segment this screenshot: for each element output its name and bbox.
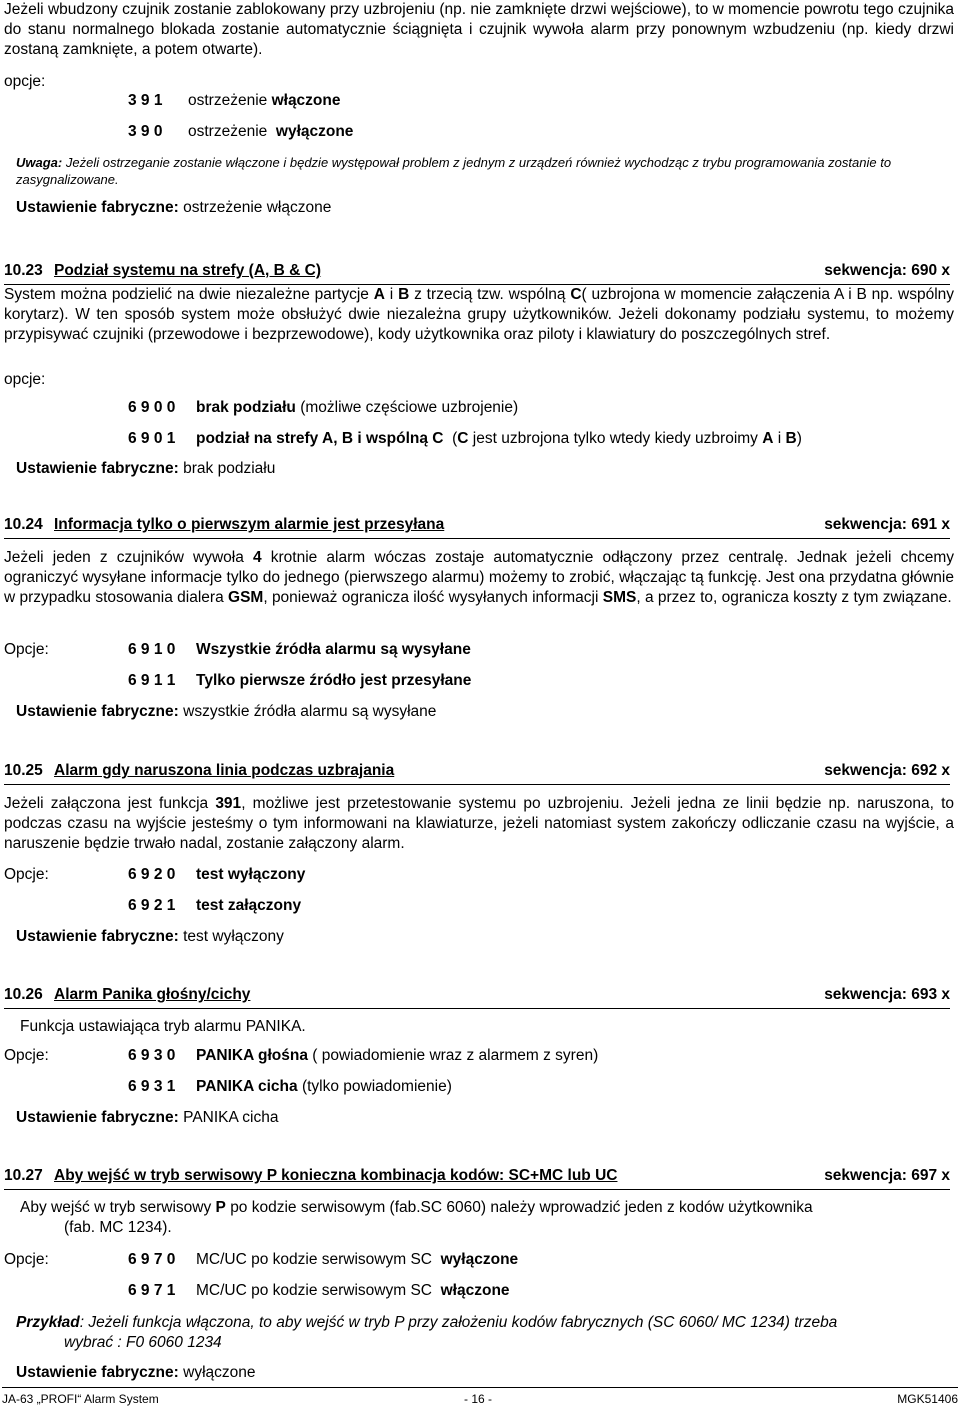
option-text: MC/UC po kodzie serwisowym SC włączone [196,1282,510,1299]
section-body: Aby wejść w tryb serwisowy P po kodzie serwisowym (fab.SC 6060) należy wprowadzić jeden z kodów użytkownika [20,1199,813,1216]
page-footer [2,1387,958,1408]
footer-left: JA-63 „PROFI“ Alarm System [2,1392,159,1406]
factory-setting: Ustawienie fabryczne: brak podziału [16,460,276,477]
option-text: Wszystkie źródła alarmu są wysyłane [196,641,471,658]
factory-setting: Ustawienie fabryczne: ostrzeżenie włączone [16,199,332,216]
factory-setting: Ustawienie fabryczne: wszystkie źródła alarmu są wysyłane [16,703,437,720]
option-row: 6 9 3 0 [128,1047,176,1064]
option-row [128,91,162,111]
intro-paragraph: Jeżeli wbudzony czujnik zostanie zablokowany przy uzbrojeniu (np. nie zamknięte drzwi wejściowe), to w momencie powrotu tego czujnika do stanu normalnego blokada zostanie automatycznie ściągnięta i czujnik wywoła alarm przy ponownym wzbudzeniu (np. kiedy drzwi zostaną zamknięte, a potem otwarte). [4,1,954,58]
option-text: test załączony [196,897,302,914]
option-row: 6 9 7 1 [128,1282,176,1299]
option-text: brak podziału (możliwe częściowe uzbrojenie) [196,399,519,416]
section-body: Jeżeli jeden z czujników wywoła 4 krotnie alarm wóczas zostaje automatycznie odłączony przez centralę. Jednak jeżeli chcemy ograniczyć wysyłane informacje tylko do jednego (pierwszego alarmu) możemy to zrobić, włączając tą funkcję. Jest ona przydatna głównie w przypadku stosowania dialera GSM, ponieważ ogranicza ilość wysyłanych informacji SMS, a przez to, ogranicza koszty z tym związane. [4,549,954,606]
option-row [128,122,162,142]
options-label: Opcje: [4,1047,49,1064]
section-body-cont: (fab. MC 1234). [64,1219,172,1236]
option-text: PANIKA cicha (tylko powiadomienie) [196,1078,452,1095]
section-header-10-25: 10.25 Alarm gdy naruszona linia podczas uzbrajania sekwencja: 692 x [4,762,950,785]
options-label: Opcje: [4,866,49,883]
example-note-cont: wybrać : F0 6060 1234 [64,1334,222,1351]
option-row: 6 9 3 1 [128,1078,176,1095]
option-text: PANIKA głośna ( powiadomienie wraz z alarmem z syren) [196,1047,599,1064]
section-body: Jeżeli załączona jest funkcja 391, możliwe jest przetestowanie systemu po uzbrojeniu. Jeżeli jedna ze linii będzie np. naruszona, to podczas czasu na wyjście jesteśmy o tym informowani na klawiaturze, jeżeli natomiast system zakończy odliczanie czasu na wyjście, a naruszenie będzie trwało nadal, zostanie załączony alarm. [4,795,955,852]
option-text: MC/UC po kodzie serwisowym SC wyłączone [196,1251,519,1268]
factory-setting: Ustawienie fabryczne: test wyłączony [16,928,284,945]
option-row: 6 9 1 0 [128,641,176,658]
option-row: 6 9 1 1 [128,672,176,689]
option-row: 6 9 0 0 [128,399,176,416]
options-label: Opcje: [4,1251,49,1268]
factory-setting: Ustawienie fabryczne: wyłączone [16,1364,256,1381]
section-body: Funkcja ustawiająca tryb alarmu PANIKA. [20,1018,306,1035]
footer-right: MGK51406 [897,1392,958,1406]
warning-note: Uwaga: Jeżeli ostrzeganie zostanie włączone i będzie występował problem z jednym z urządzeń również wychodząc z trybu programowania zostanie to zasygnalizowane. [16,155,892,187]
option-text: Tylko pierwsze źródło jest przesyłane [196,672,472,689]
option-text: ostrzeżenie wyłączone [188,123,354,140]
option-text: podział na strefy A, B i wspólną C (C jest uzbrojona tylko wtedy kiedy uzbroimy A i B) [196,430,802,447]
section-header-10-26: 10.26 Alarm Panika głośny/cichy sekwencja: 693 x [4,986,950,1009]
section-header-10-27: 10.27 Aby wejść w tryb serwisowy P konieczna kombinacja kodów: SC+MC lub UC sekwencja: 697 x [4,1167,950,1190]
factory-setting: Ustawienie fabryczne: PANIKA cicha [16,1109,279,1126]
option-code: 3 9 1 [128,92,163,109]
option-row: 6 9 0 1 [128,430,176,447]
option-row: 6 9 2 1 [128,897,176,914]
option-text: ostrzeżenie włączone [188,92,341,109]
options-label: opcje: [4,371,46,388]
option-row: 6 9 7 0 [128,1251,176,1268]
example-note: Przykład: Jeżeli funkcja włączona, to aby wejść w tryb P przy założeniu kodów fabrycznych (SC 6060/ MC 1234) trzeba [16,1314,838,1331]
option-row: 6 9 2 0 [128,866,176,883]
option-text: test wyłączony [196,866,306,883]
page-number: - 16 - [464,1392,493,1406]
options-label: Opcje: [4,641,49,658]
section-header-10-24: 10.24 Informacja tylko o pierwszym alarmie jest przesyłana sekwencja: 691 x [4,516,950,539]
section-header-10-23: 10.23 Podział systemu na strefy (A, B & C) sekwencja: 690 x [4,262,950,285]
section-body: System można podzielić na dwie niezależne partycje A i B z trzecią tzw. wspólną C( uzbrojona w momencie załączenia A i B np. wspólny korytarz). W ten sposób system może obsłużyć dwie niezależna grupy użytkowników. Jeżeli dokonamy podziału systemu, to możemy przypisywać czujniki (przewodowe i bezprzewodowe), kody użytkownika oraz piloty i klawiatury do poszczególnych stref. [4,286,955,343]
option-code: 3 9 0 [128,123,163,140]
options-label: opcje: [4,73,46,90]
